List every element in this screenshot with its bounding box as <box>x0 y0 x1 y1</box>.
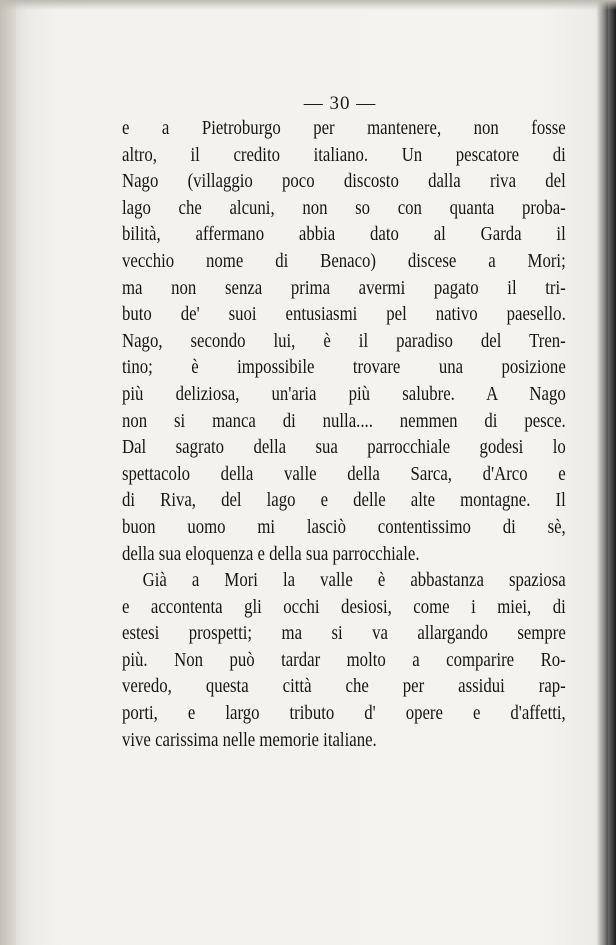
text-line: estesi prospetti; ma si va allargando sempre <box>122 623 566 645</box>
text-line: più. Non può tardar molto a comparire Ro- <box>122 649 566 671</box>
text-line: ma non senza prima avermi pagato il tri- <box>122 277 566 299</box>
page-number: — 30 — <box>303 93 377 114</box>
page-left-edge <box>0 0 16 945</box>
text-line: porti, e largo tributo d' opere e d'affetti, <box>122 703 566 725</box>
paragraph-2 <box>122 568 566 754</box>
text-line: vecchio nome di Benaco) discese a Mori; <box>122 250 566 272</box>
text-line: buon uomo mi lasciò contentissimo di sè, <box>122 516 566 538</box>
page-right-edge-shadow <box>608 0 616 945</box>
text-line: altro, il credito italiano. Un pescatore di <box>122 144 566 166</box>
text-line: più deliziosa, un'aria più salubre. A Nago <box>122 383 566 405</box>
text-line: Dal sagrato della sua parrocchiale godesi lo <box>122 437 566 459</box>
text-line: non si manca di nulla.... nemmen di pesce. <box>122 410 566 432</box>
text-line: Nago, secondo lui, è il paradiso del Tren- <box>122 330 566 352</box>
text-line: Nago (villaggio poco discosto dalla riva del <box>122 171 566 193</box>
text-line: e a Pietroburgo per mantenere, non fosse <box>122 118 566 139</box>
text-line: vive carissima nelle memorie italiane. <box>122 729 377 751</box>
text-line: e accontenta gli occhi desiosi, come i miei, di <box>122 596 566 618</box>
text-line: spettacolo della valle della Sarca, d'Arco e <box>122 463 566 485</box>
page-top-shadow <box>0 0 616 10</box>
paragraph-1 <box>122 116 566 568</box>
text-line: della sua eloquenza e della sua parrocchiale. <box>122 543 420 565</box>
text-line: buto de' suoi entusiasmi pel nativo paesello. <box>122 304 566 326</box>
text-line: Già a Mori la valle è abbastanza spaziosa <box>142 570 566 592</box>
text-line: tino; è impossibile trovare una posizione <box>122 357 566 379</box>
text-line: bilità, affermano abbia dato al Garda il <box>122 224 566 246</box>
text-line: veredo, questa città che per assidui rap- <box>122 676 566 698</box>
text-line: di Riva, del lago e delle alte montagne. Il <box>122 490 566 512</box>
text-line: lago che alcuni, non so con quanta proba- <box>122 197 566 219</box>
body-text <box>122 116 566 754</box>
